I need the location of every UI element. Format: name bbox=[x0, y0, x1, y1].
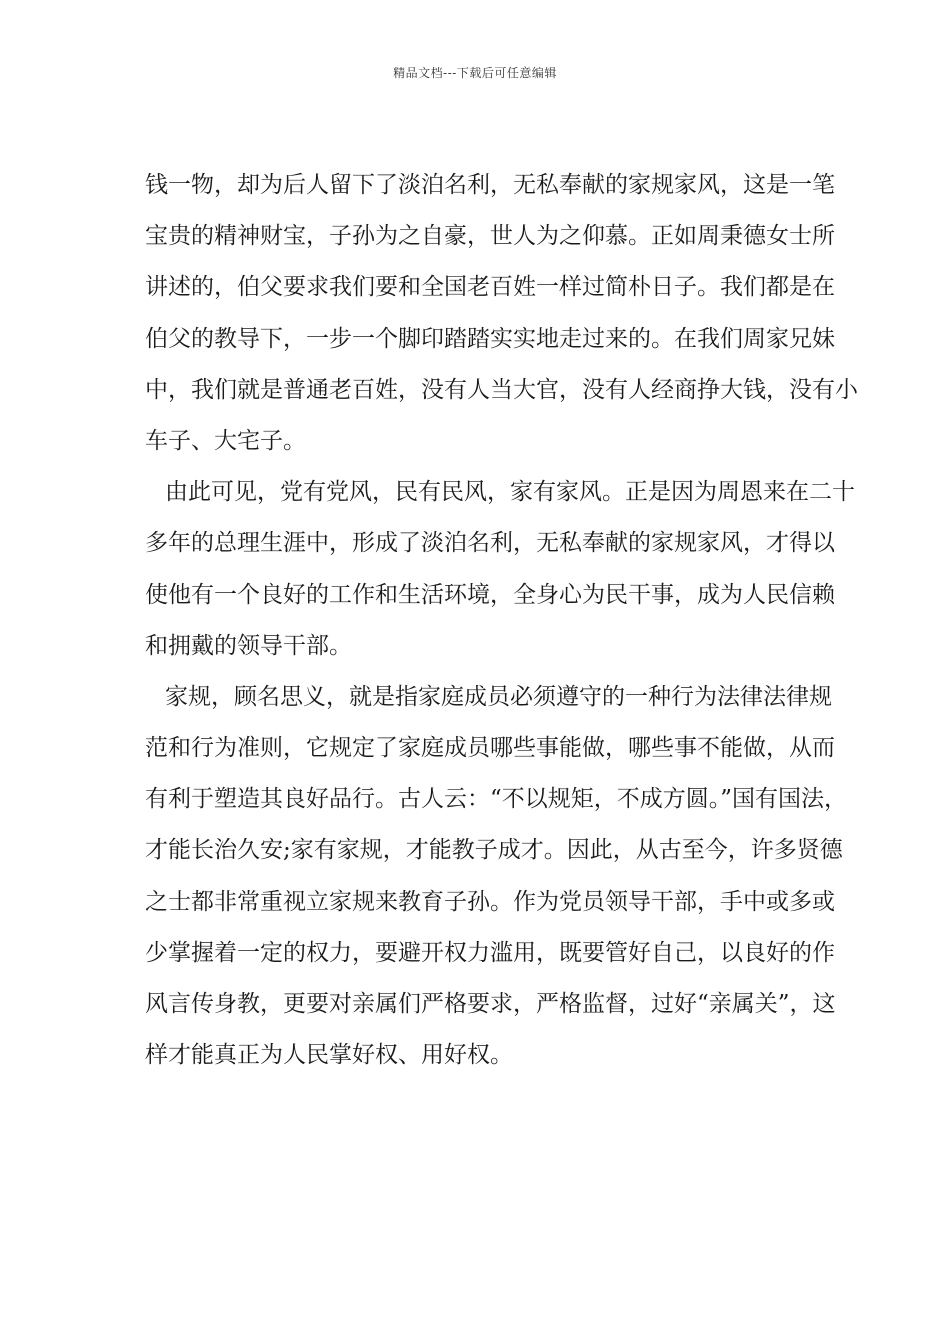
paragraph-2 bbox=[145, 467, 855, 672]
text-line: 家规，顾名思义，就是指家庭成员必须遵守的一种行为法律法律规 bbox=[165, 683, 832, 710]
text-line: 使他有一个良好的工作和生活环境，全身心为民干事，成为人民信赖 bbox=[145, 581, 835, 608]
text-line: 钱一物，却为后人留下了淡泊名利，无私奉献的家规家风，这是一笔 bbox=[145, 172, 835, 198]
text-line: 多年的总理生涯中，形成了淡泊名利，无私奉献的家规家风，才得以 bbox=[145, 530, 835, 557]
paragraph-1 bbox=[145, 160, 858, 467]
document-body bbox=[145, 160, 858, 1081]
text-line: 讲述的，伯父要求我们要和全国老百姓一样过简朴日子。我们都是在 bbox=[145, 274, 835, 301]
text-line: 范和行为准则，它规定了家庭成员哪些事能做，哪些事不能做，从而 bbox=[145, 735, 835, 762]
paragraph-3 bbox=[145, 672, 848, 1082]
text-line: 风言传身教，更要对亲属们严格要求，严格监督，过好“亲属关”，这 bbox=[145, 991, 836, 1017]
text-line: 少掌握着一定的权力，要避开权力滥用，既要管好自己，以良好的作 bbox=[145, 939, 835, 966]
text-line: 样才能真正为人民掌好权、用好权。 bbox=[145, 1042, 513, 1069]
text-line: 车子、大宅子。 bbox=[145, 427, 306, 454]
text-line: 中，我们就是普通老百姓，没有人当大官，没有人经商挣大钱，没有小 bbox=[145, 376, 858, 403]
page-header: 精品文档---下载后可任意编辑 bbox=[393, 66, 557, 80]
text-line: 伯父的教导下，一步一个脚印踏踏实实地走过来的。在我们周家兄妹 bbox=[145, 325, 835, 352]
text-line: 由此可见，党有党风，民有民风，家有家风。正是因为周恩来在二十 bbox=[165, 479, 855, 506]
text-line: 之士都非常重视立家规来教育子孙。作为党员领导干部，手中或多或 bbox=[145, 888, 835, 915]
text-line: 宝贵的精神财宝，子孙为之自豪，世人为之仰慕。正如周秉德女士所 bbox=[145, 223, 835, 250]
text-line: 和拥戴的领导干部。 bbox=[145, 632, 352, 659]
text-line: 才能长治久安;家有家规，才能教子成才。因此，从古至今，许多贤德 bbox=[145, 837, 843, 864]
text-line: 有利于塑造其良好品行。古人云：“不以规矩，不成方圆。”国有国法， bbox=[145, 786, 848, 813]
